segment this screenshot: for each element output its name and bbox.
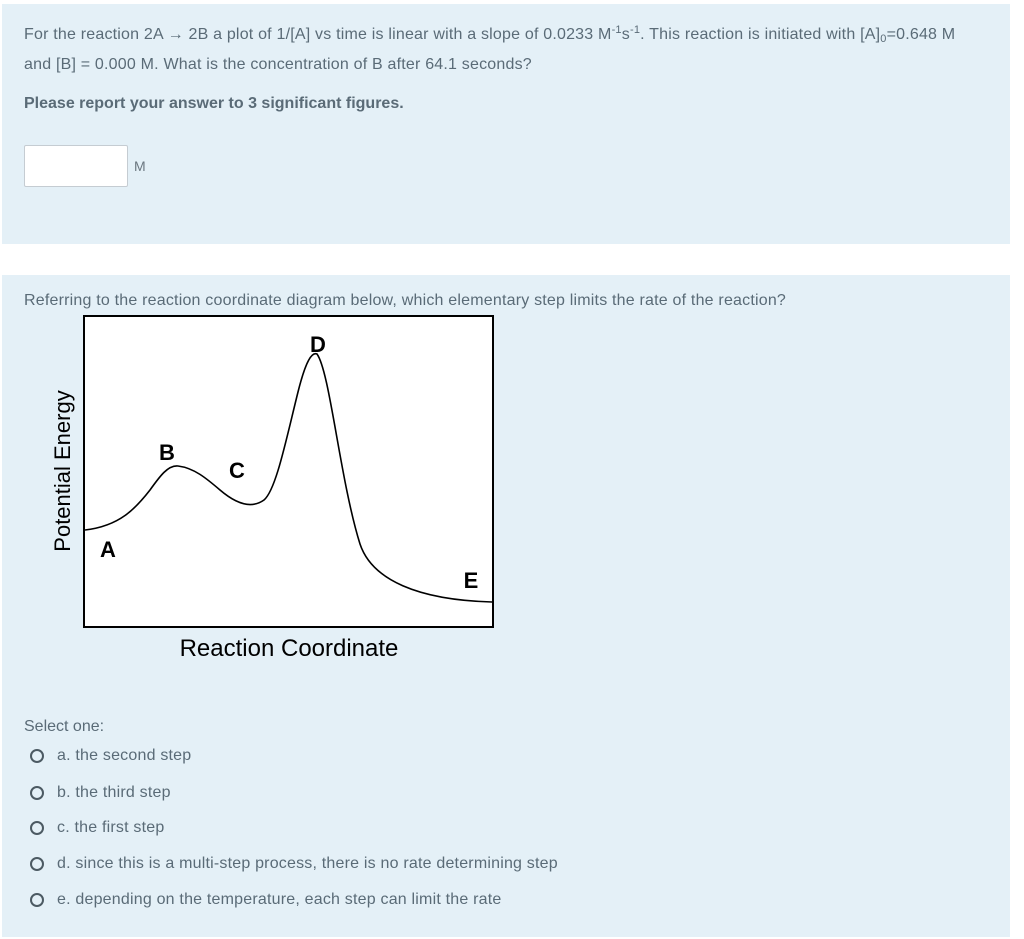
question-1-text-part2: s [621, 26, 630, 43]
point-label-a: A [100, 537, 116, 562]
option-e[interactable] [30, 891, 501, 909]
option-b[interactable] [30, 784, 171, 802]
option-e-label: e. depending on the temperature, each step can limit the rate [57, 891, 502, 908]
radio-button-e[interactable] [30, 893, 44, 907]
option-c-label: c. the first step [57, 819, 165, 836]
option-d-label: d. since this is a multi-step process, there is no rate determining step [57, 855, 558, 872]
x-axis-label: Reaction Coordinate [179, 635, 399, 662]
point-label-b: B [159, 440, 175, 465]
radio-button-b[interactable] [30, 786, 44, 800]
radio-button-c[interactable] [30, 821, 44, 835]
question-1-text-part3: . This reaction is initiated with [A] [640, 26, 881, 43]
answer-unit-label: M [134, 158, 146, 174]
option-c[interactable] [30, 819, 164, 837]
question-1-text-part4: =0.648 M and [B] = 0.000 M. What is the concentration of B after 64.1 seconds? [24, 26, 956, 73]
y-axis-label: Potential Energy [50, 390, 75, 552]
question-2-text: Referring to the reaction coordinate diagram below, which elementary step limits the rate of the reaction? [24, 292, 787, 309]
rate-unit-exponent-2: -1 [629, 24, 641, 36]
significant-figures-instruction: Please report your answer to 3 significant figures. [24, 95, 404, 112]
question-1-card [2, 4, 1010, 244]
option-b-label: b. the third step [57, 784, 171, 801]
point-label-e: E [463, 568, 479, 593]
point-label-c: C [229, 458, 245, 483]
select-one-label: Select one: [24, 718, 105, 735]
answer-input[interactable] [24, 145, 128, 187]
option-a[interactable] [30, 747, 191, 765]
rate-unit-exponent-1: -1 [611, 24, 622, 36]
reaction-coordinate-diagram [42, 312, 512, 672]
question-1-text-part1: For the reaction 2A → 2B a plot of 1/[A] vs time is linear with a slope of 0.0233 M [24, 26, 612, 43]
option-d[interactable] [30, 855, 558, 873]
question-2-card [2, 275, 1010, 937]
initial-concentration-subscript: 0 [880, 33, 887, 45]
point-label-d: D [310, 332, 326, 357]
option-a-label: a. the second step [57, 747, 192, 764]
question-1-text [24, 18, 970, 77]
radio-button-a[interactable] [30, 749, 44, 763]
radio-button-d[interactable] [30, 857, 44, 871]
diagram-plot-frame [84, 316, 493, 627]
